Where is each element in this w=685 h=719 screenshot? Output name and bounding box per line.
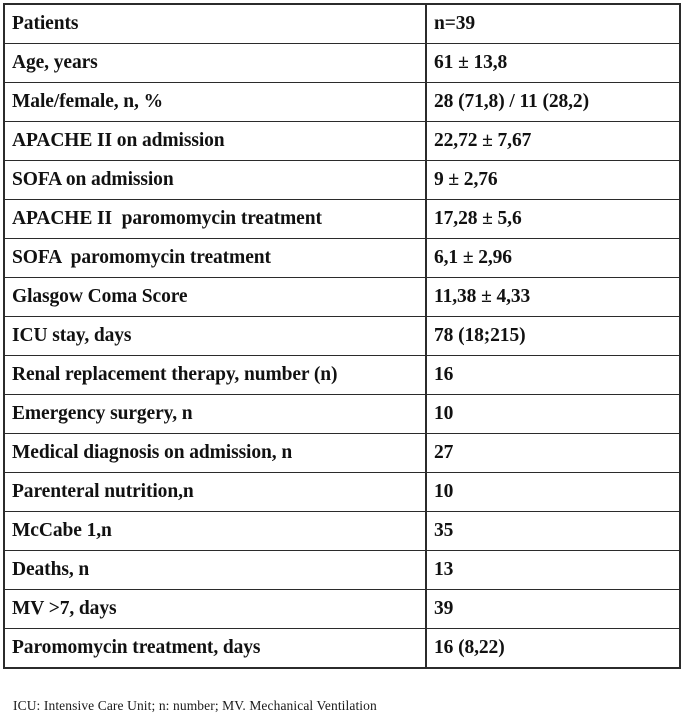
patient-characteristics-table	[3, 3, 681, 669]
row-label: Paromomycin treatment, days	[4, 629, 426, 669]
row-label: SOFA on admission	[4, 161, 426, 200]
row-label: APACHE II paromomycin treatment	[4, 200, 426, 239]
row-label: Male/female, n, %	[4, 83, 426, 122]
row-value: 6,1 ± 2,96	[426, 239, 680, 278]
row-value: 35	[426, 512, 680, 551]
table-row	[4, 629, 680, 669]
row-label: Renal replacement therapy, number (n)	[4, 356, 426, 395]
row-value: 17,28 ± 5,6	[426, 200, 680, 239]
row-value: n=39	[426, 4, 680, 44]
row-value: 16	[426, 356, 680, 395]
row-value: 28 (71,8) / 11 (28,2)	[426, 83, 680, 122]
row-value: 61 ± 13,8	[426, 44, 680, 83]
table-row	[4, 44, 680, 83]
table-body	[4, 4, 680, 668]
row-label: Age, years	[4, 44, 426, 83]
table-row	[4, 4, 680, 44]
table-row	[4, 434, 680, 473]
table-row	[4, 161, 680, 200]
row-label: Emergency surgery, n	[4, 395, 426, 434]
table-row	[4, 317, 680, 356]
table-row	[4, 83, 680, 122]
table-row	[4, 239, 680, 278]
row-label: Glasgow Coma Score	[4, 278, 426, 317]
row-label: Deaths, n	[4, 551, 426, 590]
table-row	[4, 590, 680, 629]
table-row	[4, 512, 680, 551]
table-row	[4, 395, 680, 434]
table-row	[4, 122, 680, 161]
row-label: MV >7, days	[4, 590, 426, 629]
row-value: 27	[426, 434, 680, 473]
table-row	[4, 278, 680, 317]
row-value: 11,38 ± 4,33	[426, 278, 680, 317]
row-label: Parenteral nutrition,n	[4, 473, 426, 512]
row-label: Medical diagnosis on admission, n	[4, 434, 426, 473]
row-label: Patients	[4, 4, 426, 44]
row-label: APACHE II on admission	[4, 122, 426, 161]
row-label: McCabe 1,n	[4, 512, 426, 551]
row-value: 22,72 ± 7,67	[426, 122, 680, 161]
row-value: 78 (18;215)	[426, 317, 680, 356]
table-row	[4, 200, 680, 239]
row-value: 39	[426, 590, 680, 629]
table-row	[4, 551, 680, 590]
table-row	[4, 356, 680, 395]
row-value: 13	[426, 551, 680, 590]
row-value: 16 (8,22)	[426, 629, 680, 669]
row-value: 9 ± 2,76	[426, 161, 680, 200]
row-label: ICU stay, days	[4, 317, 426, 356]
table-row	[4, 473, 680, 512]
row-value: 10	[426, 473, 680, 512]
row-value: 10	[426, 395, 680, 434]
table-footnote: ICU: Intensive Care Unit; n: number; MV. Mechanical Ventilation	[13, 698, 377, 713]
row-label: SOFA paromomycin treatment	[4, 239, 426, 278]
patient-characteristics-table-container	[3, 3, 679, 669]
